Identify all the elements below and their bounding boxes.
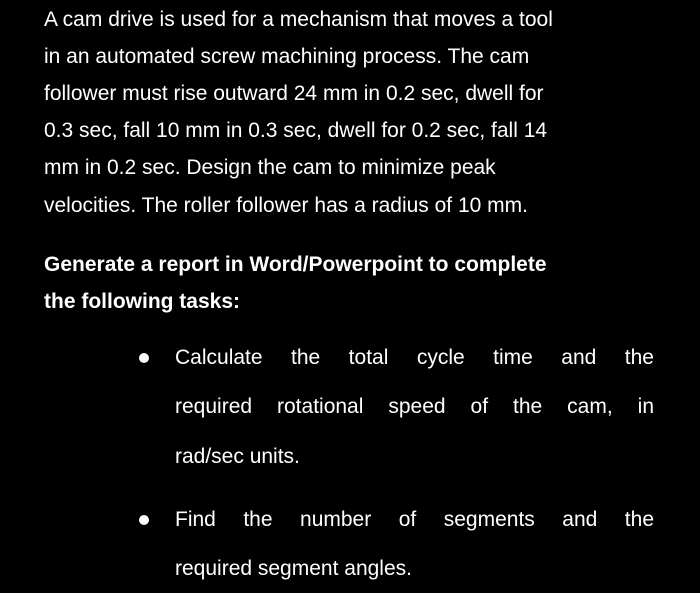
problem-line: velocities. The roller follower has a radius of 10 mm. [44,194,528,217]
problem-line: follower must rise outward 24 mm in 0.2 sec, dwell for [44,82,544,105]
task-line: Find the number of segments and the [175,508,654,531]
heading-line: Generate a report in Word/Powerpoint to complete [44,253,547,276]
task-line: required segment angles. [175,557,412,580]
problem-line: A cam drive is used for a mechanism that moves a tool [44,8,553,31]
problem-line: in an automated screw machining process. The cam [44,45,530,68]
bullet-icon [139,515,149,525]
problem-line: mm in 0.2 sec. Design the cam to minimize peak [44,156,496,179]
problem-line: 0.3 sec, fall 10 mm in 0.3 sec, dwell for 0.2 sec, fall 14 [44,119,548,142]
task-line: rad/sec units. [175,445,300,468]
task-line: Calculate the total cycle time and the [175,346,654,369]
bullet-icon [139,353,149,363]
heading-line: the following tasks: [44,290,241,313]
task-line: required rotational speed of the cam, in [175,395,654,418]
